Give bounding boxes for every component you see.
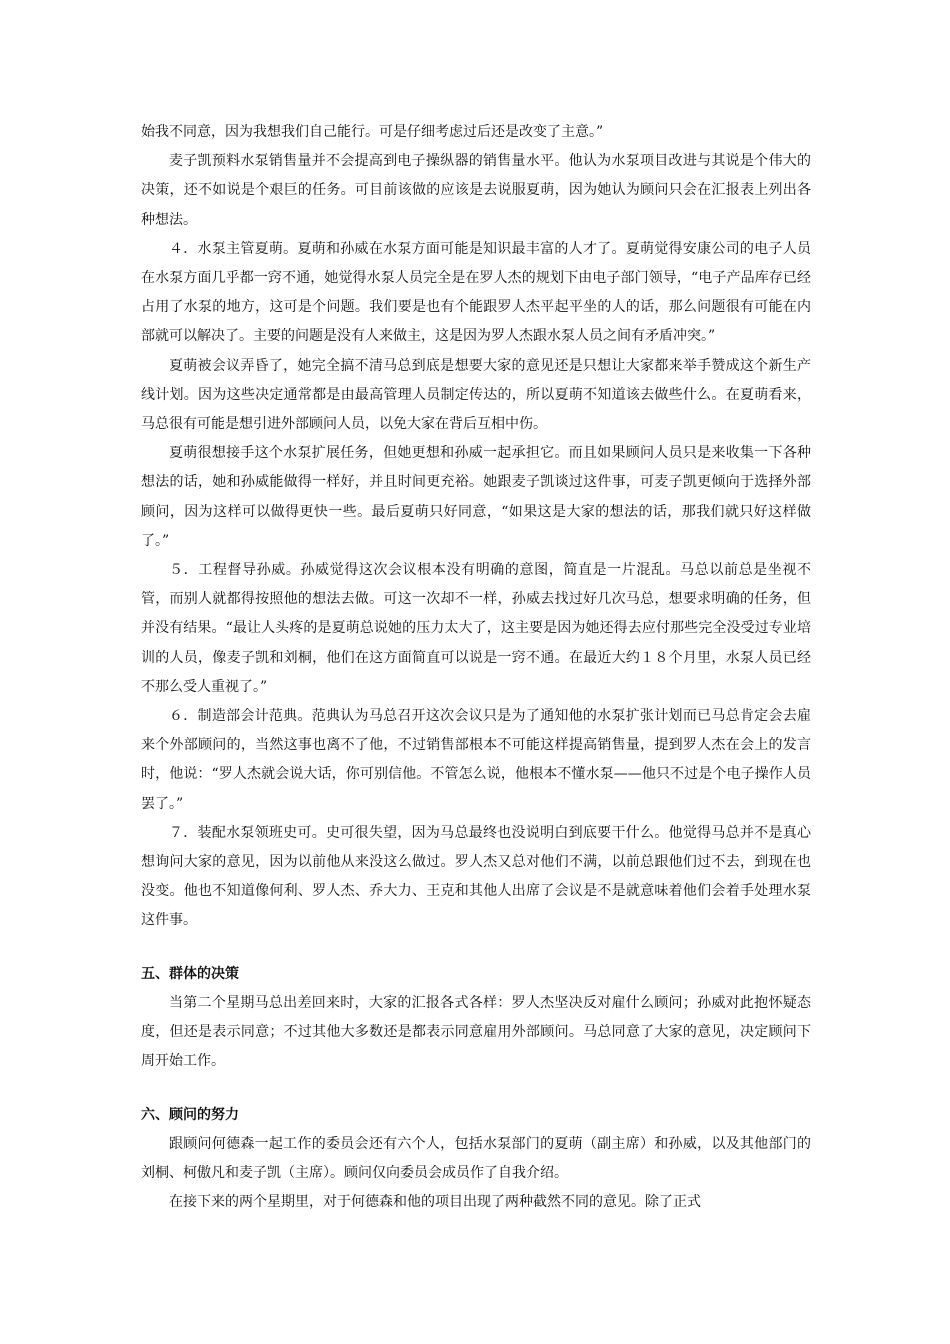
paragraph-committee: 跟顾问何德森一起工作的委员会还有六个人，包括水泵部门的夏萌（副主席）和孙威，以及其他部门的刘桐、柯傲凡和麦子凯（主席）。顾问仅向委员会成员作了自我介绍。 bbox=[141, 1135, 811, 1181]
paragraph-group-decision: 当第二个星期马总出差回来时，大家的汇报各式各样：罗人杰坚决反对雇什么顾问；孙威对此抱怀疑态度，但还是表示同意；不过其他大多数还是都表示同意雇用外部顾问。马总同意了大家的意见，决定顾问下周开始工作。 bbox=[141, 994, 811, 1070]
paragraph-xia-meng-task: 夏萌很想接手这个水泵扩展任务，但她更想和孙威一起承担它。而且如果顾问人员只是来收集一下各种想法的话，她和孙威能做得一样好，并且时间更充裕。她跟麦子凯谈过这件事，可麦子凯更倾向于选择外部顾问，因为这样可以做得更快一些。最后夏萌只好同意，“如果这是大家的想法的话，那我们就只好这样做了。” bbox=[141, 445, 811, 549]
paragraph-mai-zikai: 麦子凯预料水泵销售量并不会提高到电子操纵器的销售量水平。他认为水泵项目改进与其说是个伟大的决策，还不如说是个艰巨的任务。可目前该做的应该是去说服夏萌，因为她认为顾问只会在汇报表上列出各种想法。 bbox=[141, 153, 811, 228]
paragraph-two-weeks: 在接下来的两个星期里，对于何德森和他的项目出现了两种截然不同的意见。除了正式 bbox=[169, 1194, 701, 1211]
paragraph-item-5-sun-wei: ５．工程督导孙威。孙威觉得这次会议根本没有明确的意图，简直是一片混乱。马总以前总是坐视不管，而别人就都得按照他的想法去做。可这一次却不一样，孙威去找过好几次马总，想要求明确的任务，但并没有结果。“最让人头疼的是夏萌总说她的压力太大了，这主要是因为她还得去应付那些完全没受过专业培训的人员，像麦子凯和刘桐，他们在这方面简直可以说是一窍不通。在最近大约１８个月里，水泵人员已经不那么受人重视了。” bbox=[141, 562, 811, 695]
paragraph-item-6-fan-dian: ６．制造部会计范典。范典认为马总召开这次会议只是为了通知他的水泵扩张计划而已马总肯定会去雇来个外部顾问的，当然这事也离不了他，不过销售部根本不可能这样提高销售量，提到罗人杰在会上的发言时，他说：“罗人杰就会说大话，你可别信他。不管怎么说，他根本不懂水泵——他只不过是个电子操作人员罢了。” bbox=[141, 708, 811, 812]
paragraph-item-7-shi-ke: ７．装配水泵领班史可。史可很失望，因为马总最终也没说明白到底要干什么。他觉得马总并不是真心想询问大家的意见，因为以前他从来没这么做过。罗人杰又总对他们不满，以前总跟他们过不去，到现在也没变。他也不知道像何利、罗人杰、乔大力、王克和其他人出席了会议是不是就意味着他们会着手处理水泵这件事。 bbox=[141, 824, 811, 929]
paragraph-xia-meng-confused: 夏萌被会议弄昏了，她完全搞不清马总到底是想要大家的意见还是只想让大家都来举手赞成这个新生产线计划。因为这些决定通常都是由最高管理人员制定传达的，所以夏萌不知道该去做些什么。在夏萌看来，马总很有可能是想引进外部顾问人员，以免大家在背后互相中伤。 bbox=[141, 357, 811, 433]
document-page bbox=[141, 118, 811, 1217]
section-heading-group-decision: 五、群体的决策 bbox=[141, 965, 239, 982]
section-heading-consultant-effort: 六、顾问的努力 bbox=[141, 1106, 239, 1123]
paragraph-item-4-xia-meng: ４．水泵主管夏萌。夏萌和孙威在水泵方面可能是知识最丰富的人才了。夏萌觉得安康公司的电子人员在水泵方面几乎都一窍不通，她觉得水泵人员完全是在罗人杰的规划下由电子部门领导，“电子产品库存已经占用了水泵的地方，这可是个问题。我们要是也有个能跟罗人杰平起平坐的人的话，那么问题很有可能在内部就可以解决了。主要的问题是没有人来做主，这是因为罗人杰跟水泵人员之间有矛盾冲突。” bbox=[141, 240, 811, 345]
paragraph-continuation: 始我不同意，因为我想我们自己能行。可是仔细考虑过后还是改变了主意。” bbox=[141, 124, 604, 140]
